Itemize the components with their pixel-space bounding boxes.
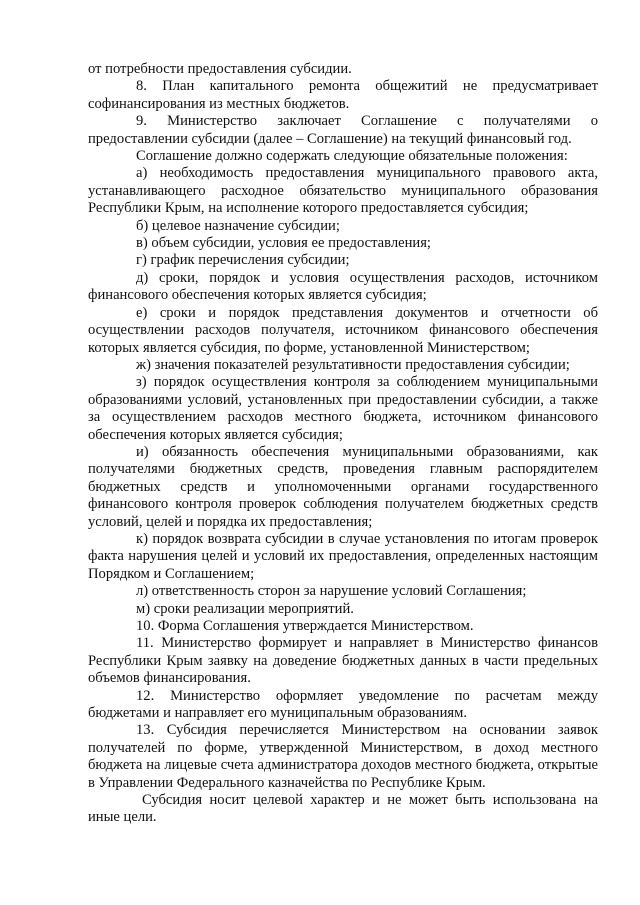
list-item-z: з) порядок осуществления контроля за соблюдением муниципальными образованиями условий, установленных при предоставлении субсидии, а также за осуществлением расходов местного бюджета, источником финансового обеспечения которых является субсидия; bbox=[88, 374, 598, 443]
paragraph-subsidy-purpose: Субсидия носит целевой характер и не может быть использована на иные цели. bbox=[88, 792, 598, 826]
paragraph-11: 11. Министерство формирует и направляет в Министерство финансов Республики Крым заявку на доведение бюджетных данных в части предельных объемов финансирования. bbox=[88, 635, 598, 687]
paragraph-continuation: от потребности предоставления субсидии. bbox=[88, 61, 352, 77]
list-item-e: е) сроки и порядок представления документов и отчетности об осуществлении расходов получателя, источником финансового обеспечения которых является субсидия, по форме, установленной Министерством; bbox=[88, 304, 598, 356]
list-item-m: м) сроки реализации мероприятий. bbox=[136, 600, 354, 617]
list-item-g: г) график перечисления субсидии; bbox=[136, 252, 350, 269]
document-page bbox=[88, 61, 598, 827]
list-item-a: а) необходимость предоставления муниципального правового акта, устанавливающего расходное обязательство муниципального образования Республики Крым, на исполнение которого предоставляется субсидия; bbox=[88, 165, 598, 217]
list-item-b: б) целевое назначение субсидии; bbox=[136, 217, 340, 234]
list-item-l: л) ответственность сторон за нарушение условий Соглашения; bbox=[136, 583, 527, 600]
paragraph-agreement-intro: Соглашение должно содержать следующие обязательные положения: bbox=[136, 148, 568, 165]
paragraph-10: 10. Форма Соглашения утверждается Министерством. bbox=[136, 618, 474, 634]
paragraph-12: 12. Министерство оформляет уведомление по расчетам между бюджетами и направляет его муниципальным образованиям. bbox=[88, 687, 598, 722]
list-item-d: д) сроки, порядок и условия осуществления расходов, источником финансового обеспечения которых является субсидия; bbox=[88, 269, 598, 304]
paragraph-13: 13. Субсидия перечисляется Министерством на основании заявок получателей по форме, утвержденной Министерством, в доход местного бюджета на лицевые счета администратора доходов местного бюджета, открытые в Управлении Федерального казначейства по Республике Крым. bbox=[88, 722, 598, 791]
list-item-v: в) объем субсидии, условия ее предоставления; bbox=[136, 235, 431, 252]
list-item-k: к) порядок возврата субсидии в случае установления по итогам проверок факта нарушения целей и условий их предоставления, определенных настоящим Порядком и Соглашением; bbox=[88, 530, 598, 582]
list-item-zh: ж) значения показателей результативности предоставления субсидии; bbox=[136, 356, 570, 373]
paragraph-8: 8. План капитального ремонта общежитий не предусматривает софинансирования из местных бюджетов. bbox=[88, 78, 598, 112]
paragraph-9: 9. Министерство заключает Соглашение с получателями о предоставлении субсидии (далее – Соглашение) на текущий финансовый год. bbox=[88, 113, 598, 147]
list-item-i: и) обязанность обеспечения муниципальными образованиями, как получателями бюджетных средств, проведения главным распорядителем бюджетных средств и уполномоченными органами государственного финансового контроля проверок соблюдения получателем бюджетных средств условий, целей и порядка их предоставления; bbox=[88, 443, 598, 530]
